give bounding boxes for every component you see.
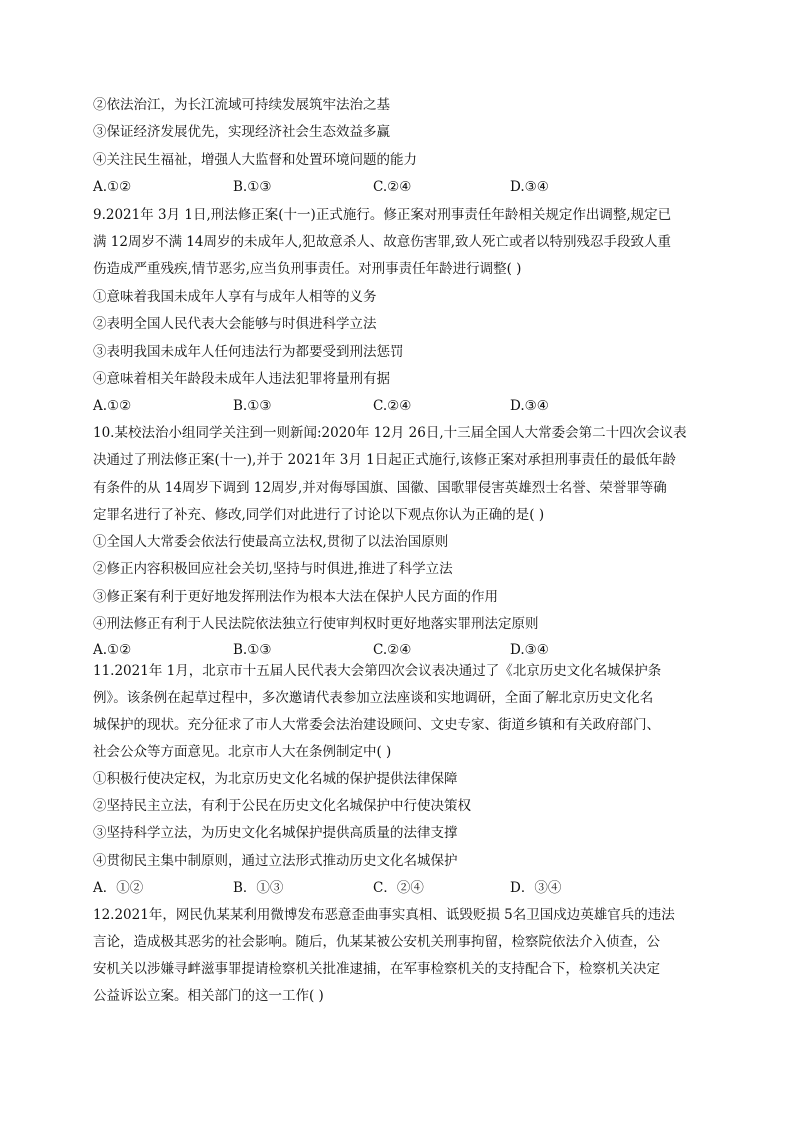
statement-4: ④刑法修正有利于人民法院依法独立行使审判权时更好地落实罪刑法定原则 bbox=[93, 616, 539, 632]
option-d: D.③④ bbox=[510, 398, 549, 414]
option-b: B．①③ bbox=[233, 880, 284, 896]
question-9-text: 9.2021年 3月 1日,刑法修正案(十一)正式施行。修正案对刑事责任年龄相关规定作出调整,规定已 bbox=[93, 207, 672, 223]
option-c: C.②④ bbox=[373, 642, 412, 658]
option-d: D.③④ bbox=[510, 642, 549, 658]
statement-1: ①意味着我国未成年人享有与成年人相等的义务 bbox=[93, 289, 377, 305]
statement-3: ③修正案有利于更好地发挥刑法作为根本大法在保护人民方面的作用 bbox=[93, 589, 498, 605]
question-10-text: 10.某校法治小组同学关注到一则新闻:2020年 12月 26日,十三届全国人大常委会第二十四次会议表 bbox=[93, 425, 687, 441]
statement-2: ②坚持民主立法，有利于公民在历史文化名城保护中行使决策权 bbox=[93, 798, 471, 814]
question-9-text: 伤造成严重残疾,情节恶劣,应当负刑事责任。对刑事责任年龄进行调整( ) bbox=[93, 261, 522, 277]
text-line: ④关注民生福祉，增强人大监督和处置环境问题的能力 bbox=[93, 152, 417, 168]
statement-3: ③表明我国未成年人任何违法行为都要受到刑法惩罚 bbox=[93, 344, 404, 360]
question-12-text: 安机关以涉嫌寻衅滋事罪提请检察机关批准逮捕，在军事检察机关的支持配合下，检察机关决定 bbox=[93, 961, 660, 977]
option-c: C．②④ bbox=[373, 880, 424, 896]
statement-2: ②表明全国人民代表大会能够与时俱进科学立法 bbox=[93, 316, 377, 332]
statement-3: ③坚持科学立法，为历史文化名城保护提供高质量的法律支撑 bbox=[93, 825, 458, 841]
option-a: A.①② bbox=[93, 398, 132, 414]
question-12-text: 言论，造成极其恶劣的社会影响。随后，仇某某被公安机关刑事拘留，检察院依法介入侦查，公 bbox=[93, 934, 660, 950]
question-9-text: 满 12周岁不满 14周岁的未成年人,犯故意杀人、故意伤害罪,致人死亡或者以特别残忍手段致人重 bbox=[93, 234, 672, 250]
option-a: A.①② bbox=[93, 642, 132, 658]
statement-2: ②修正内容积极回应社会关切,坚持与时俱进,推进了科学立法 bbox=[93, 561, 453, 577]
option-b: B.①③ bbox=[233, 642, 272, 658]
question-11-text: 例》。该条例在起草过程中，多次邀请代表参加立法座谈和实地调研，全面了解北京历史文化名 bbox=[93, 690, 654, 706]
option-d: D.③④ bbox=[510, 179, 549, 195]
statement-4: ④贯彻民主集中制原则，通过立法形式推动历史文化名城保护 bbox=[93, 853, 458, 869]
question-11-text: 11.2021年 1月，北京市十五届人民代表大会第四次会议表决通过了《北京历史文化名城保护条 bbox=[93, 663, 662, 679]
text-line: ③保证经济发展优先，实现经济社会生态效益多赢 bbox=[93, 124, 390, 140]
option-c: C.②④ bbox=[373, 179, 412, 195]
option-b: B.①③ bbox=[233, 398, 272, 414]
question-12-text: 12.2021年，网民仇某某利用微博发布恶意歪曲事实真相、诋毁贬损 5名卫国戍边英雄官兵的违法 bbox=[93, 907, 675, 923]
text-line: ②依法治江，为长江流域可持续发展筑牢法治之基 bbox=[93, 97, 390, 113]
question-10-text: 有条件的从 14周岁下调到 12周岁,并对侮辱国旗、国徽、国歌罪侵害英雄烈士名誉、荣誉罪等确 bbox=[93, 480, 667, 496]
question-10-text: 决通过了刑法修正案(十一),并于 2021年 3月 1日起正式施行,该修正案对承担刑事责任的最低年龄 bbox=[93, 452, 677, 468]
option-a: A．①② bbox=[93, 880, 144, 896]
question-11-text: 城保护的现状。充分征求了市人大常委会法治建设顾问、文史专家、街道乡镇和有关政府部门、 bbox=[93, 717, 660, 733]
statement-1: ①全国人大常委会依法行使最高立法权,贯彻了以法治国原则 bbox=[93, 534, 449, 550]
option-b: B.①③ bbox=[233, 179, 272, 195]
statement-4: ④意味着相关年龄段未成年人违法犯罪将量刑有据 bbox=[93, 371, 390, 387]
option-a: A.①② bbox=[93, 179, 132, 195]
statement-1: ①积极行使决定权，为北京历史文化名城的保护提供法律保障 bbox=[93, 771, 458, 787]
option-c: C.②④ bbox=[373, 398, 412, 414]
question-10-text: 定罪名进行了补充、修改,同学们对此进行了讨论以下观点你认为正确的是( ) bbox=[93, 507, 545, 523]
question-11-text: 社会公众等方面意见。北京市人大在条例制定中( ) bbox=[93, 744, 392, 760]
question-12-text: 公益诉讼立案。相关部门的这一工作( ) bbox=[93, 988, 324, 1004]
option-d: D．③④ bbox=[510, 880, 562, 896]
